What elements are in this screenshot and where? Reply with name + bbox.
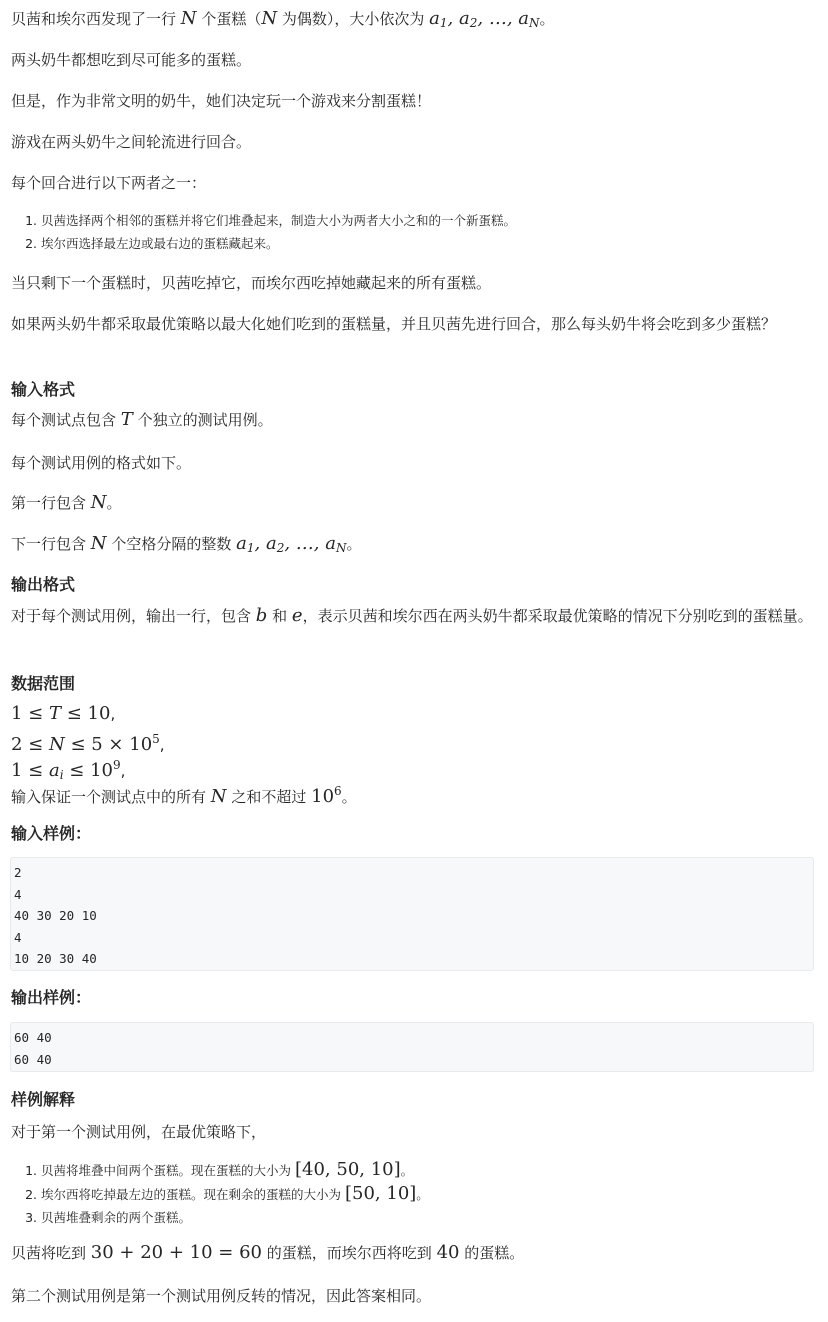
list-item: 2. 埃尔西将吃掉最左边的蛋糕。现在剩余的蛋糕的大小为 [50, 10]。 bbox=[41, 1182, 429, 1206]
sample-output-heading: 输出样例： bbox=[11, 988, 92, 1007]
constraint-sum: 输入保证一个测试点中的所有 N 之和不超过 $10^6$。 bbox=[11, 784, 357, 807]
intro-paragraph-5: 每个回合进行以下两者之一： bbox=[11, 174, 207, 192]
output-format-line-1: 对于每个测试用例，输出一行，包含 b 和 e，表示贝茜和埃尔西在两头奶牛都采取最优策略的情况下分别吃到的蛋糕量。 bbox=[11, 605, 813, 626]
input-format-line-1: 每个测试点包含 T 个独立的测试用例。 bbox=[11, 409, 273, 430]
input-format-line-3: 第一行包含 N。 bbox=[11, 492, 122, 513]
sample-output-code: 60 40 60 40 bbox=[10, 1022, 814, 1072]
sample-input-code: 2 4 40 30 20 10 4 10 20 30 40 bbox=[10, 857, 814, 971]
explanation-heading: 样例解释 bbox=[11, 1090, 76, 1109]
constraint-t: 1 ≤ T ≤ 10, bbox=[11, 703, 116, 724]
input-format-line-2: 每个测试用例的格式如下。 bbox=[11, 454, 192, 472]
input-format-heading: 输入格式 bbox=[11, 380, 76, 399]
list-item: 1. 贝茜选择两个相邻的蛋糕并将它们堆叠起来，制造大小为两者大小之和的一个新蛋糕。 bbox=[41, 209, 516, 232]
constraint-a: $1 \le a_i \le 10^9$, bbox=[11, 758, 126, 782]
explanation-paragraph-1: 对于第一个测试用例，在最优策略下， bbox=[11, 1123, 267, 1141]
input-format-line-4: 下一行包含 N 个空格分隔的整数 $a_1$, $a_2$, …, $a_N$。 bbox=[11, 533, 362, 555]
output-format-heading: 输出格式 bbox=[11, 575, 76, 594]
rules-list bbox=[11, 209, 516, 255]
intro-paragraph-4: 游戏在两头奶牛之间轮流进行回合。 bbox=[11, 133, 252, 151]
intro-paragraph-6: 当只剩下一个蛋糕时，贝茜吃掉它，而埃尔西吃掉她藏起来的所有蛋糕。 bbox=[11, 274, 492, 292]
constraints-heading: 数据范围 bbox=[11, 674, 76, 693]
intro-paragraph-1: 贝茜和埃尔西发现了一行 N 个蛋糕（N 为偶数），大小依次为 $a_1$, $a_2$, …, $a_N$。 bbox=[11, 8, 555, 30]
intro-paragraph-2: 两头奶牛都想吃到尽可能多的蛋糕。 bbox=[11, 51, 252, 69]
explanation-paragraph-2: 贝茜将吃到 30 + 20 + 10 = 60 的蛋糕，而埃尔西将吃到 40 的蛋糕。 bbox=[11, 1242, 525, 1263]
list-item: 1. 贝茜将堆叠中间两个蛋糕。现在蛋糕的大小为 [40, 50, 10]。 bbox=[41, 1158, 429, 1182]
sample-input-heading: 输入样例： bbox=[11, 824, 92, 843]
explanation-steps bbox=[11, 1158, 429, 1229]
list-item: 3. 贝茜堆叠剩余的两个蛋糕。 bbox=[41, 1206, 429, 1229]
intro-paragraph-3: 但是，作为非常文明的奶牛，她们决定玩一个游戏来分割蛋糕！ bbox=[11, 92, 432, 110]
intro-paragraph-7: 如果两头奶牛都采取最优策略以最大化她们吃到的蛋糕量，并且贝茜先进行回合，那么每头奶牛将会吃到多少蛋糕？ bbox=[11, 315, 777, 333]
explanation-paragraph-3: 第二个测试用例是第一个测试用例反转的情况，因此答案相同。 bbox=[11, 1287, 432, 1305]
constraint-n: $2 \le N \le 5 \times 10^5$, bbox=[11, 732, 165, 755]
list-item: 2. 埃尔西选择最左边或最右边的蛋糕藏起来。 bbox=[41, 232, 516, 255]
